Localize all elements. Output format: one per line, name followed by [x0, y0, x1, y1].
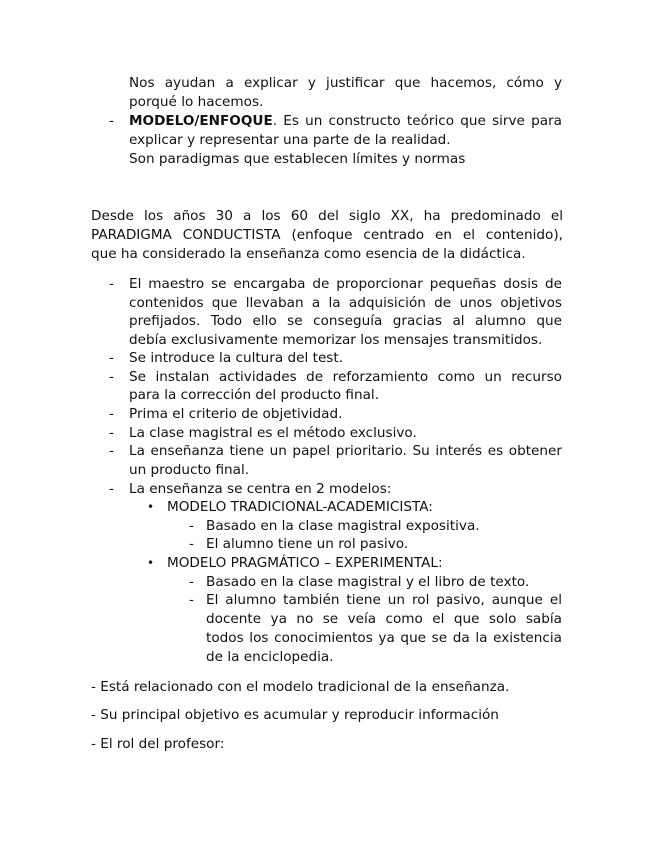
modelo-enfoque-definition: . Es un constructo teórico que sirve para [272, 113, 562, 129]
list-item-3-line-1: Se instalan actividades de reforzamiento como un recurso [129, 369, 562, 385]
bullet-marker: • [147, 556, 155, 570]
paragraph-line-1: Desde los años 30 a los 60 del siglo XX, ha predominado el [91, 208, 563, 224]
dash-marker: - [189, 518, 194, 534]
modelo-enfoque-term: MODELO/ENFOQUE [129, 113, 273, 129]
dash-marker: - [189, 592, 194, 608]
intro-line-2: porqué lo hacemos. [129, 94, 264, 110]
bottom-line-3: - El rol del profesor: [91, 736, 225, 752]
list-item-6-line-1: La enseñanza tiene un papel prioritario. Su interés es obtener [129, 443, 562, 459]
model-2-title: MODELO PRAGMÁTICO – EXPERIMENTAL: [167, 555, 443, 571]
dash-marker: - [109, 406, 114, 422]
list-item-1-line-1: El maestro se encargaba de proporcionar pequeñas dosis de [129, 276, 562, 292]
dash-marker: - [109, 113, 114, 129]
intro-line-1: Nos ayudan a explicar y justificar que hacemos, cómo y [129, 75, 562, 91]
list-item-3-line-2: para la corrección del producto final. [129, 387, 380, 403]
model-1-item-2: El alumno tiene un rol pasivo. [206, 536, 409, 552]
intro-line-5: Son paradigmas que establecen límites y normas [129, 151, 466, 167]
list-item-4: Prima el criterio de objetividad. [129, 406, 343, 422]
dash-marker: - [109, 276, 114, 292]
model-2-item-1: Basado en la clase magistral y el libro de texto. [206, 574, 530, 590]
bottom-line-2: - Su principal objetivo es acumular y reproducir información [91, 707, 499, 723]
list-item-7: La enseñanza se centra en 2 modelos: [129, 481, 392, 497]
model-1-item-1: Basado en la clase magistral expositiva. [206, 518, 480, 534]
dash-marker: - [109, 369, 114, 385]
model-2-item-2-line-1: El alumno también tiene un rol pasivo, aunque el [206, 592, 562, 608]
dash-marker: - [109, 350, 114, 366]
bullet-marker: • [147, 500, 155, 514]
paragraph-line-3: que ha considerado la enseñanza como esencia de la didáctica. [91, 246, 526, 262]
dash-marker: - [189, 536, 194, 552]
paragraph-line-2: PARADIGMA CONDUCTISTA (enfoque centrado en el contenido), [91, 227, 563, 243]
list-item-1-line-2: contenidos que llevaban a la adquisición de unos objetivos [129, 295, 562, 311]
list-item-1-line-3: prefijados. Todo ello se conseguía gracias al alumno que [129, 313, 562, 329]
dash-marker: - [109, 481, 114, 497]
list-item-2: Se introduce la cultura del test. [129, 350, 344, 366]
dash-marker: - [189, 574, 194, 590]
dash-marker: - [109, 425, 114, 441]
list-item-5: La clase magistral es el método exclusivo. [129, 425, 417, 441]
list-item-6-line-2: un producto final. [129, 462, 250, 478]
model-1-title: MODELO TRADICIONAL-ACADEMICISTA: [167, 499, 433, 515]
dash-marker: - [109, 443, 114, 459]
intro-line-4: explicar y representar una parte de la realidad. [129, 132, 451, 148]
list-item-1-line-4: debía exclusivamente memorizar los mensajes transmitidos. [129, 332, 543, 348]
model-2-item-2-line-4: de la enciclopedia. [206, 649, 334, 665]
model-2-item-2-line-3: todos los conocimientos ya que se da la existencia [206, 630, 562, 646]
bottom-line-1: - Está relacionado con el modelo tradicional de la enseñanza. [91, 679, 510, 695]
model-2-item-2-line-2: docente ya no se veía como el que solo sabía [206, 611, 562, 627]
modelo-enfoque-line [129, 112, 562, 131]
